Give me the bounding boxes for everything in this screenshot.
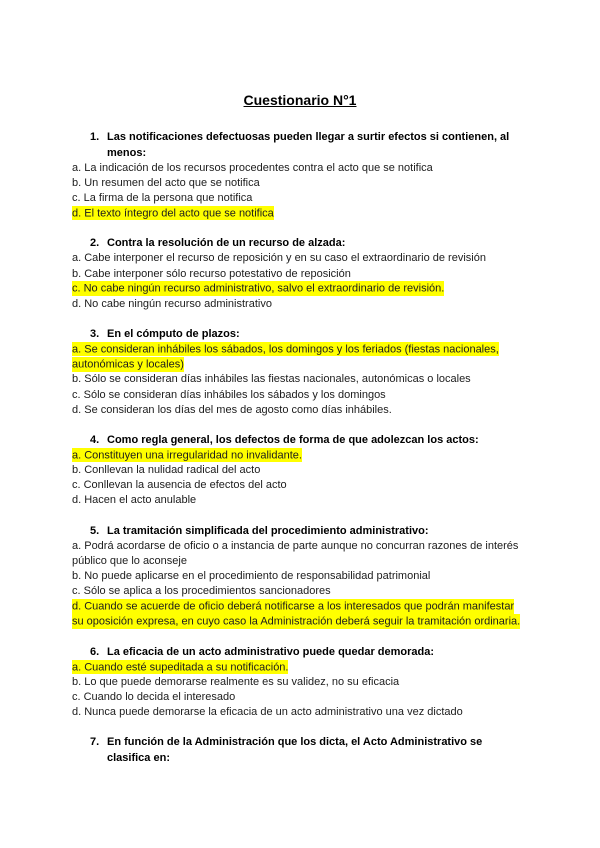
answer-option [72,161,528,176]
answer-option-text-highlighted: d. El texto íntegro del acto que se notifica [72,207,274,220]
answer-option [72,584,528,599]
question-number: 4. [90,433,100,446]
answer-option [72,539,528,569]
question-text: Contra la resolución de un recurso de alzada: [107,237,346,250]
answer-option-text: c. Sólo se consideran días inhábiles los sábados y los domingos [72,388,386,401]
question-heading [72,130,528,160]
answer-option-text: d. No cabe ningún recurso administrativo [72,297,272,310]
answer-option [72,403,528,418]
answer-option-text: b. Un resumen del acto que se notifica [72,176,260,189]
answer-option [72,690,528,705]
question-number: 3. [90,328,100,341]
answer-option [72,372,528,387]
answer-option [72,448,528,463]
question-heading [72,236,528,251]
question-number: 5. [90,524,100,537]
answer-option-text: a. Cabe interponer el recurso de reposición y en su caso el extraordinario de revisión [72,252,486,265]
answer-option-text-highlighted: c. No cabe ningún recurso administrativo, salvo el extraordinario de revisión. [72,282,445,295]
answer-option [72,282,528,297]
answer-option-text-highlighted: a. Se consideran inhábiles los sábados, los domingos y los feriados (fiestas nacionales, autonómicas y locales) [72,343,499,371]
question-number: 2. [90,237,100,250]
answer-option [72,342,528,372]
answer-option-text: c. Conllevan la ausencia de efectos del acto [72,479,287,492]
answer-option [72,191,528,206]
answer-option [72,493,528,508]
answer-option-text: a. La indicación de los recursos procedentes contra el acto que se notifica [72,161,433,174]
answer-option [72,705,528,720]
question-heading [72,735,528,765]
answer-option-text: b. Cabe interponer sólo recurso potestativo de reposición [72,267,351,280]
answer-option [72,599,528,629]
answer-option-text: d. Hacen el acto anulable [72,494,197,507]
answer-option [72,569,528,584]
question-block [72,236,528,312]
question-text: La tramitación simplificada del procedimiento administrativo: [107,524,429,537]
answer-option-text: c. Cuando lo decida el interesado [72,691,236,704]
question-number: 6. [90,645,100,658]
question-block [72,524,528,630]
answer-option [72,388,528,403]
question-text: Como regla general, los defectos de forma de que adolezcan los actos: [107,433,479,446]
answer-option-text-highlighted: a. Cuando esté supeditada a su notificación. [72,660,289,673]
question-text: En el cómputo de plazos: [107,328,240,341]
question-text: La eficacia de un acto administrativo puede quedar demorada: [107,645,435,658]
question-text: En función de la Administración que los dicta, el Acto Administrativo se clasifica en: [107,736,483,764]
answer-option [72,675,528,690]
question-block [72,735,528,765]
answer-option-text: d. Nunca puede demorarse la eficacia de un acto administrativo una vez dictado [72,706,463,719]
answer-option [72,267,528,282]
answer-option-text: c. Sólo se aplica a los procedimientos sancionadores [72,585,331,598]
answer-option [72,297,528,312]
question-block [72,433,528,509]
answer-option-text: b. Conllevan la nulidad radical del acto [72,464,261,477]
question-list [72,130,528,765]
answer-option [72,463,528,478]
answer-option-text: b. No puede aplicarse en el procedimiento de responsabilidad patrimonial [72,570,431,583]
answer-option-text: d. Se consideran los días del mes de agosto como días inhábiles. [72,403,392,416]
question-block [72,130,528,221]
answer-option-text: a. Podrá acordarse de oficio o a instancia de parte aunque no concurran razones de interés público que lo aconseje [72,539,519,567]
answer-option-text: b. Sólo se consideran días inhábiles las fiestas nacionales, autonómicas o locales [72,373,471,386]
answer-option-text: b. Lo que puede demorarse realmente es su validez, no su eficacia [72,675,400,688]
question-block [72,645,528,721]
question-heading [72,645,528,660]
question-heading [72,327,528,342]
answer-option [72,176,528,191]
question-heading [72,524,528,539]
answer-option [72,660,528,675]
question-text: Las notificaciones defectuosas pueden llegar a surtir efectos si contienen, al menos: [107,131,510,159]
question-block [72,327,528,418]
question-number: 1. [90,131,100,144]
document-title: Cuestionario N°1 [243,92,357,108]
answer-option [72,251,528,266]
question-number: 7. [90,736,100,749]
answer-option-text-highlighted: a. Constituyen una irregularidad no invalidante. [72,449,302,462]
answer-option [72,478,528,493]
answer-option [72,206,528,221]
question-heading [72,433,528,448]
answer-option-text-highlighted: d. Cuando se acuerde de oficio deberá notificarse a los interesados que podrán manifestar su oposición expresa, en cuyo caso la Administración deberá seguir la tramitación ordinaria. [72,600,521,628]
answer-option-text: c. La firma de la persona que notifica [72,191,253,204]
